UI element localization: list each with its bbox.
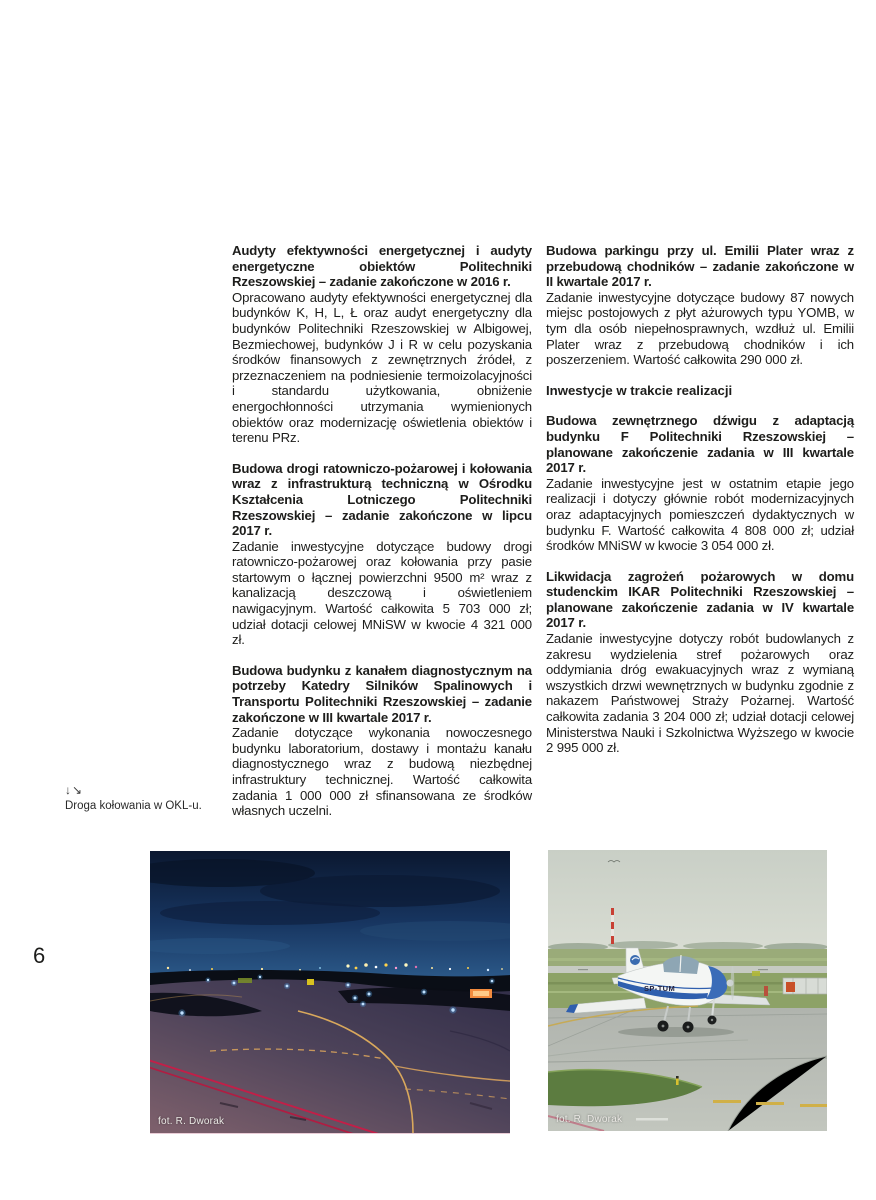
photo-caption-block xyxy=(65,783,225,813)
article-title: Budowa budynku z kanałem diagnostycznym na potrzeby Katedry Silników Spalinowych i Transportu Politechniki Rzeszowskiej – zadanie zakończone w III kwartale 2017 r. xyxy=(232,662,532,725)
article-external-lift xyxy=(546,413,854,553)
text-column-left xyxy=(232,243,532,834)
photo-night-taxiway xyxy=(150,851,510,1134)
article-rescue-road xyxy=(232,461,532,648)
article-title: Budowa parkingu przy ul. Emilii Plater wraz z przebudową chodników – zadanie zakończone w II kwartale 2017 r. xyxy=(546,243,854,290)
plane-registration: SP-TUM xyxy=(644,984,676,993)
photo-credit: fot. R. Dworak xyxy=(556,1114,623,1125)
article-title: Budowa zewnętrznego dźwigu z adaptacją budynku F Politechniki Rzeszowskiej – planowane zakończenie zadania w III kwartale 2017 r. xyxy=(546,413,854,476)
article-body: Zadanie inwestycyjne jest w ostatnim etapie jego realizacji i dotyczy głównie robót modernizacyjnych oraz adaptacyjnych pomieszczeń dydaktycznych w budynku F. Wartość całkowita 4 808 000 zł; udział środków MNiSW w kwocie 3 054 000 zł. xyxy=(546,475,854,554)
article-fire-hazards xyxy=(546,569,854,756)
article-title: Budowa drogi ratowniczo-pożarowej i kołowania wraz z infrastrukturą techniczną w Ośrodku Kształcenia Lotniczego Politechniki Rzeszowskiej – zadanie zakończone w lipcu 2017 r. xyxy=(232,460,532,539)
article-parking xyxy=(546,243,854,368)
article-body: Zadanie inwestycyjne dotyczące budowy 87 nowych miejsc postojowych z płyt ażurowych typu YOMB, w tym dla osób niepełnosprawnych, wzdłuż ul. Emilii Plater wraz z przebudową chodników i ich poszerzeniem. Wartość całkowita 290 000 zł. xyxy=(546,289,854,368)
article-body: Zadanie dotyczące wykonania nowoczesnego budynku laboratorium, dostawy i montażu kanału diagnostycznego wraz z budową niezbędnej infrastruktury technicznej. Wartość całkowita zadania 1 000 000 zł sfinansowana ze środków własnych uczelni. xyxy=(232,725,532,819)
article-body: Opracowano audyty efektywności energetycznej dla budynków K, H, L, Ł oraz audyt energetyczny dla budynków Politechniki Rzeszowskiej w Albigowej, Bezmiechowej, budynków J i R w celu pozyskania środków finansowych z zewnętrznych źródeł, z przeznaczeniem na podniesienie termoizolacyjności i standardu użytkowania, obniżenie energochłonności utrzymania wymienionych obiektów oraz modernizację oświetlenia obiektów i terenu PRz. xyxy=(232,289,532,446)
photo-credit: fot. R. Dworak xyxy=(158,1116,225,1127)
photo-caption-text: Droga kołowania w OKL-u. xyxy=(65,800,202,812)
article-title: Audyty efektywności energetycznej i audyty energetyczne obiektów Politechniki Rzeszowskiej – zadanie zakończone w 2016 r. xyxy=(232,243,532,290)
photo-airplane xyxy=(548,850,827,1131)
article-body: Zadanie inwestycyjne dotyczące budowy drogi ratowniczo-pożarowej oraz kołowania przy pasie startowym o łącznej powierzchni 9500 m² wraz z kanalizacją deszczową i oświetleniem nawigacyjnym. Wartość całkowita 5 703 000 zł; udział dotacji celowej MNiSW w kwocie 4 321 000 zł. xyxy=(232,538,532,648)
airplane-illustration xyxy=(548,850,827,1131)
article-energy-audits xyxy=(232,243,532,446)
article-body: Zadanie inwestycyjne dotyczy robót budowlanych z zakresu wydzielenia stref pożarowych oraz oddymiania dróg ewakuacyjnych wraz z wymianą wszystkich drzwi wewnętrznych w budynku zgodnie z nakazem Państwowej Straży Pożarnej. Wartość całkowita zadania 3 204 000 zł; udział dotacji celowej Ministerstwa Nauki i Szkolnictwa Wyższego w kwocie 2 995 000 zł. xyxy=(546,631,854,756)
article-title: Likwidacja zagrożeń pożarowych w domu studenckim IKAR Politechniki Rzeszowskiej – planowane zakończenie zadania w IV kwartale 2017 r. xyxy=(546,568,854,631)
caption-arrows-icon: ↓↘ xyxy=(65,783,84,797)
text-column-right xyxy=(546,243,854,771)
section-subhead: Inwestycje w trakcie realizacji xyxy=(546,382,733,398)
page-number: 6 xyxy=(33,943,46,968)
article-diagnostic-building xyxy=(232,663,532,819)
night-taxiway-illustration xyxy=(150,851,510,1133)
